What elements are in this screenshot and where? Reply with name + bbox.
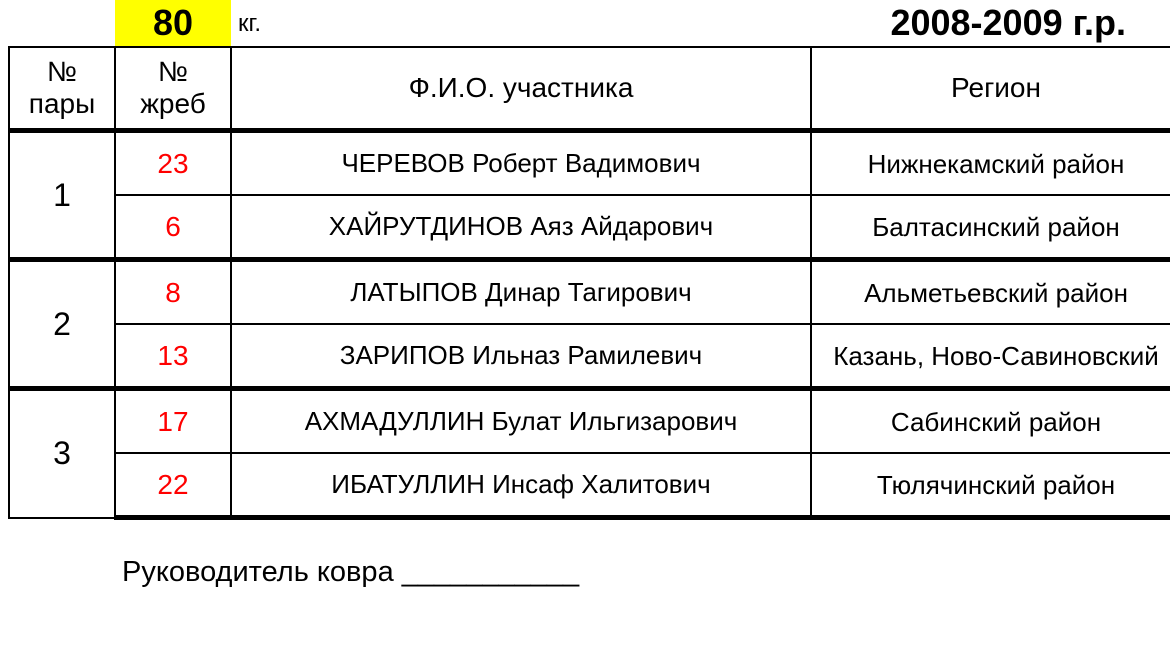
participant-name: ИБАТУЛЛИН Инсаф Халитович (231, 453, 811, 518)
weight-unit: кг. (238, 10, 261, 37)
participant-name: ЛАТЫПОВ Динар Тагирович (231, 260, 811, 325)
draw-number: 17 (115, 389, 231, 454)
participant-name: АХМАДУЛЛИН Булат Ильгизарович (231, 389, 811, 454)
draw-table (8, 46, 1170, 520)
participant-region: Казань, Ново-Савиновский (811, 324, 1170, 389)
draw-number: 13 (115, 324, 231, 389)
participant-region: Нижнекамский район (811, 131, 1170, 196)
header-row (9, 47, 1170, 131)
header-draw-line2: жреб (140, 88, 206, 119)
table-row (9, 453, 1170, 518)
draw-number: 8 (115, 260, 231, 325)
draw-number: 22 (115, 453, 231, 518)
pair-number: 2 (9, 260, 115, 389)
header-draw-line1: № (157, 56, 189, 87)
table-row (9, 195, 1170, 260)
header-draw-number (115, 47, 231, 131)
pair-number: 3 (9, 389, 115, 518)
participant-region: Альметьевский район (811, 260, 1170, 325)
header-region: Регион (811, 47, 1170, 131)
draw-number: 23 (115, 131, 231, 196)
table-row (9, 260, 1170, 325)
mat-leader-signature-line: Руководитель ковра ___________ (122, 556, 580, 588)
birth-years: 2008-2009 г.р. (890, 2, 1126, 43)
participant-name: ЗАРИПОВ Ильназ Рамилевич (231, 324, 811, 389)
participant-region: Тюлячинский район (811, 453, 1170, 518)
table-row (9, 389, 1170, 454)
participant-region: Сабинский район (811, 389, 1170, 454)
participant-name: ЧЕРЕВОВ Роберт Вадимович (231, 131, 811, 196)
pair-number: 1 (9, 131, 115, 260)
header-pair-line2: пары (28, 88, 96, 119)
draw-number: 6 (115, 195, 231, 260)
participant-region: Балтасинский район (811, 195, 1170, 260)
header-pair-number (9, 47, 115, 131)
table-row (9, 324, 1170, 389)
participant-name: ХАЙРУТДИНОВ Аяз Айдарович (231, 195, 811, 260)
header-pair-line1: № (46, 56, 78, 87)
table-row (9, 131, 1170, 196)
header-name: Ф.И.О. участника (231, 47, 811, 131)
weight-category: 80 (115, 0, 231, 46)
